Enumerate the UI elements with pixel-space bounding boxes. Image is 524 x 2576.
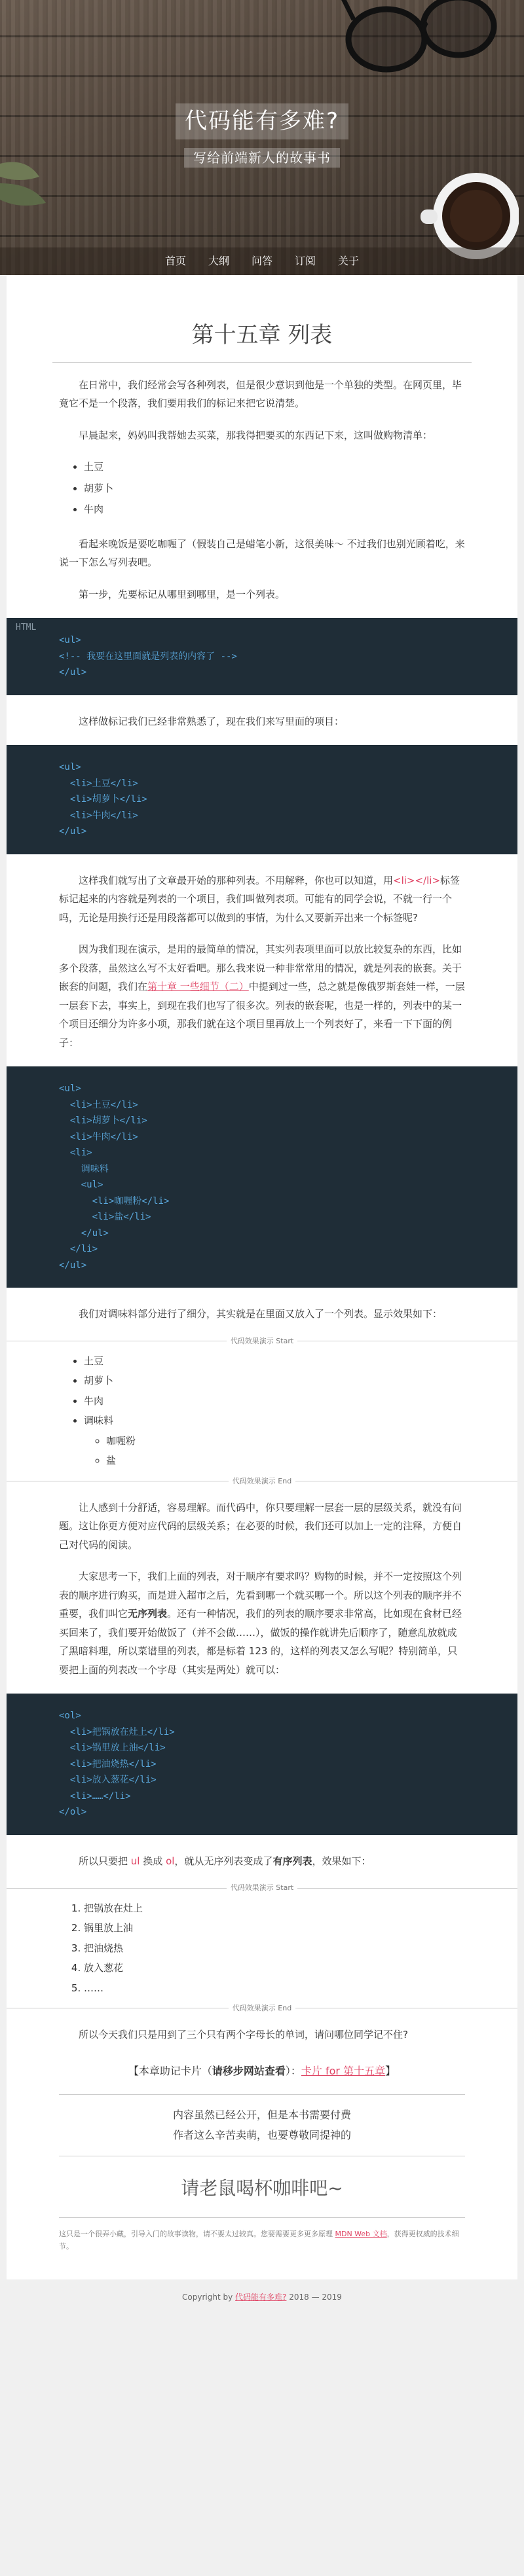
list-item: ◦ 盐 xyxy=(106,1451,465,1470)
list-item: 5. …… xyxy=(84,1979,465,1998)
list-item: • 牛肉 xyxy=(84,1392,465,1411)
main-nav xyxy=(0,247,524,275)
paragraph: 第一步，先要标记从哪里到哪里，是一个列表。 xyxy=(79,588,286,600)
code-line: <li>牛肉</li> xyxy=(59,810,138,821)
paragraph: 这样我们就写出了文章最开始的那种列表。不用解释，你也可以知道，用<li></li>标签标记起来的内容就是列表的一个项目，我们叫做列表项。可能有的同学会说，不就一行一个吗，无论是用换行还是用段落都可以做到的事情，为什么又要新弄出来一个标签呢? xyxy=(59,874,460,924)
code-line: </ul> xyxy=(59,1227,109,1239)
list-item: • 牛肉 xyxy=(84,500,465,519)
code-line: </li> xyxy=(59,1244,98,1255)
demo-start-marker: 代码效果演示 Start xyxy=(7,1883,517,1892)
paragraph: 所以只要把 ul 换成 ol，就从无序列表变成了有序列表，效果如下： xyxy=(79,1855,371,1867)
code-line: <li>胡萝卜</li> xyxy=(59,1116,147,1127)
inline-code: <li></li> xyxy=(393,874,441,886)
code-line: <li>咖喱粉</li> xyxy=(59,1195,170,1206)
demo-list xyxy=(84,1899,465,1998)
code-line: <ul> xyxy=(59,635,81,646)
code-line: <ul> xyxy=(59,1180,103,1191)
code-line: <ul> xyxy=(59,762,81,773)
chapter-title: 第十五章 列表 xyxy=(52,314,472,363)
code-line: </ul> xyxy=(59,826,87,837)
nav-home[interactable]: 首页 xyxy=(164,254,186,267)
memory-card-note: 【本章助记卡片（请移步网站查看）：卡片 for 第十五章】 xyxy=(128,2064,396,2077)
paragraph: 看起来晚饭是要吃咖喱了（假装自己是蜡笔小新，这很美味～ 不过我们也别光顾着吃，来说一下怎么写列表吧。 xyxy=(59,537,465,569)
code-line: <li>土豆</li> xyxy=(59,1099,138,1110)
demo-ordered-list xyxy=(7,1883,517,2012)
list-item: • 土豆 xyxy=(84,458,465,477)
donate-line: 内容虽然已经公开，但是本书需要付费 xyxy=(172,2109,351,2122)
donate-line: 作者这么辛苦卖萌，也要尊敬同提神的 xyxy=(172,2128,351,2141)
paragraph: 因为我们现在演示，是用的最简单的情况，其实列表项里面可以放比较复杂的东西，比如多个段落，虽然这么写不太好看吧。那么我来说一种非常常用的情况，就是列表的嵌套。关于嵌套的问题，我们在第十章 一些细节（二）中提到过一些，总之就是像俄罗斯套娃一样，一层一层套下去，事实上，到现在我们也写了很多次。列表的嵌套呢，也是一样的，列表中的某一个项目还细分为许多小项，那我们就在这个项目里再放上一个列表好了，来看一下下面的例子： xyxy=(59,943,465,1049)
code-line: <li> xyxy=(59,1148,92,1159)
list-item: 1. 把锅放在灶上 xyxy=(84,1899,465,1918)
code-line: </ul> xyxy=(59,667,87,678)
paragraph: 所以今天我们只是用到了三个只有两个字母长的单词，请问哪位同学记不住? xyxy=(79,2029,408,2041)
code-block xyxy=(7,618,517,695)
hero-banner xyxy=(0,0,524,275)
mdn-link[interactable]: MDN Web 文档 xyxy=(335,2230,387,2239)
code-line: <li>盐</li> xyxy=(59,1212,151,1223)
demo-list xyxy=(84,1352,465,1470)
glasses-decoration xyxy=(341,0,498,92)
paragraph: 大家思考一下，我们上面的列表，对于顺序有要求吗？购物的时候，并不一定按照这个列表的顺序进行购买，而是进入超市之后，先看到哪一个就买哪一个。所以这个列表的顺序并不重要，我们叫它无序列表。还有一种情况，我们的列表的顺序要求非常高，比如现在食材已经买回来了，我们要开始做饭了（并不会做……），做饭的操作就讲先后顺序了，随意乱放就成了黑暗料理，所以菜谱里的列表，都是标着 123 的，这样的列表又怎么写呢？特别简单，只要把上面的列表改一个字母（其实是两处）就可以： xyxy=(59,1570,462,1676)
code-block xyxy=(7,1066,517,1288)
list-item: 2. 锅里放上油 xyxy=(84,1919,465,1938)
nav-outline[interactable]: 大纲 xyxy=(208,254,229,267)
nav-qa[interactable]: 问答 xyxy=(251,254,272,267)
shopping-list xyxy=(84,458,465,519)
demo-start-marker: 代码效果演示 Start xyxy=(7,1337,517,1345)
code-language-label: HTML xyxy=(16,623,37,633)
paragraph: 在日常中，我们经常会写各种列表，但是很少意识到他是一个单独的类型。在网页里，毕竟它不是一个段落，我们要用我们的标记来把它说清楚。 xyxy=(59,378,462,410)
code-block xyxy=(7,745,517,854)
code-line: <li>放入葱花</li> xyxy=(59,1775,157,1786)
code-line: <!-- 我要在这里面就是列表的内容了 --> xyxy=(59,651,237,662)
code-line: <li>……</li> xyxy=(59,1790,131,1802)
list-item: • 胡萝卜 xyxy=(84,1371,465,1390)
footnote: 这只是一个很弄小藏，引导入门的故事读物，请不要太过较真。您要需要更多更多原理 MDN Web 文档，获得更权威的技术细节。 xyxy=(59,2230,459,2251)
paragraph: 早晨起来，妈妈叫我帮她去买菜，那我得把要买的东西记下来，这叫做购物清单： xyxy=(79,429,433,441)
copyright: Copyright by 代码能有多难? 2018 — 2019 xyxy=(182,2292,342,2302)
demo-nested-list xyxy=(7,1337,517,1485)
paragraph: 让人感到十分舒适，容易理解。而代码中，你只要理解一层套一层的层级关系，就没有问题。这让你更方便对应代码的层级关系；在必要的时候，我们还可以加上一定的注释，方便自己对代码的阅读。 xyxy=(59,1501,462,1551)
list-item: • 胡萝卜 xyxy=(84,479,465,498)
site-subtitle: 写给前端新人的故事书 xyxy=(184,148,340,168)
code-line: <li>把锅放在灶上</li> xyxy=(59,1726,175,1737)
code-line: <ul> xyxy=(59,1083,81,1095)
code-line: <li>把油烧热</li> xyxy=(59,1758,157,1769)
footer-brand-link[interactable]: 代码能有多难? xyxy=(235,2292,287,2302)
list-item: • 调味料 ◦ 咖喱粉 ◦ 盐 xyxy=(84,1411,465,1470)
nested-list xyxy=(106,1432,465,1470)
list-item: • 土豆 xyxy=(84,1352,465,1371)
code-line: <li>锅里放上油</li> xyxy=(59,1743,166,1754)
paragraph: 这样做标记我们已经非常熟悉了，现在我们来写里面的项目： xyxy=(79,715,345,727)
code-line: 调味料 xyxy=(59,1163,109,1174)
nav-about[interactable]: 关于 xyxy=(338,254,360,267)
code-block xyxy=(7,1694,517,1835)
nav-subscribe[interactable]: 订阅 xyxy=(295,254,316,267)
demo-end-marker: 代码效果演示 End xyxy=(7,1477,517,1485)
donate-box xyxy=(59,2094,465,2156)
code-line: <li>牛肉</li> xyxy=(59,1131,138,1142)
chapter-ten-link[interactable]: 第十章 一些细节（二） xyxy=(147,981,249,993)
buy-coffee-button[interactable]: 请老鼠喝杯咖啡吧~ xyxy=(59,2156,465,2218)
code-line: <li>胡萝卜</li> xyxy=(59,794,147,805)
code-line: <ol> xyxy=(59,1711,81,1722)
article xyxy=(7,275,517,2279)
list-item: ◦ 咖喱粉 xyxy=(106,1432,465,1451)
paragraph: 我们对调味料部分进行了细分，其实就是在里面又放入了一个列表。显示效果如下： xyxy=(79,1308,443,1320)
demo-end-marker: 代码效果演示 End xyxy=(7,2004,517,2012)
code-line: </ol> xyxy=(59,1807,87,1818)
memory-card-link[interactable]: 卡片 for 第十五章 xyxy=(301,2064,386,2077)
site-title: 代码能有多难? xyxy=(176,103,348,139)
list-item: 3. 把油烧热 xyxy=(84,1939,465,1958)
list-item: 4. 放入葱花 xyxy=(84,1959,465,1978)
code-line: <li>土豆</li> xyxy=(59,778,138,789)
code-line: </ul> xyxy=(59,1260,87,1271)
